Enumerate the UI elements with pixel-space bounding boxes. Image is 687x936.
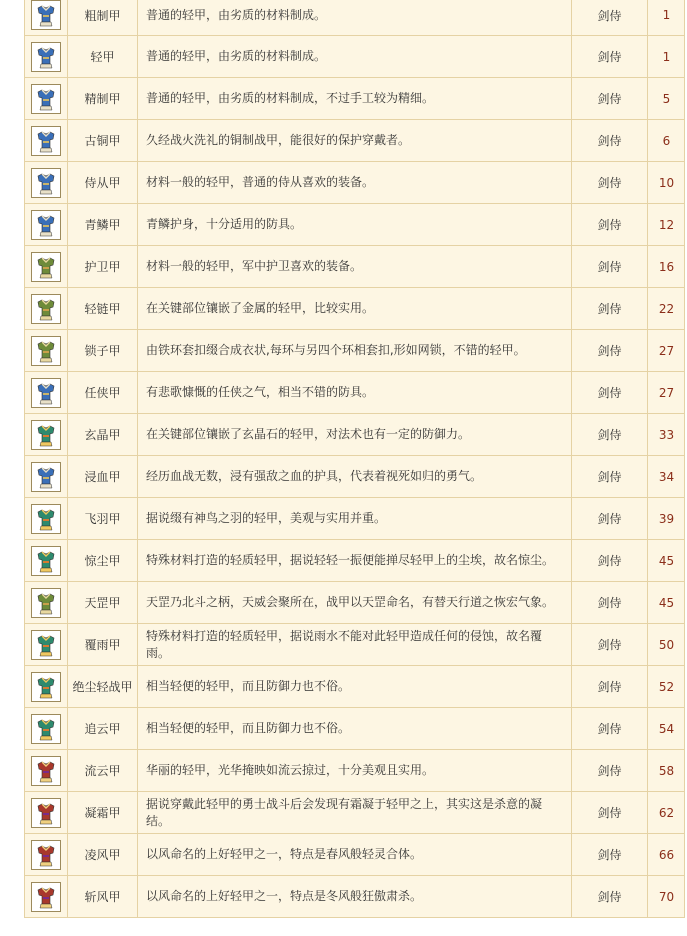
item-name: 侍从甲 xyxy=(67,162,137,203)
item-description: 在关键部位镶嵌了玄晶石的轻甲，对法术也有一定的防御力。 xyxy=(137,414,571,455)
item-level: 66 xyxy=(647,834,685,875)
armor-teal-icon[interactable] xyxy=(31,630,61,660)
item-class: 剑侍 xyxy=(571,204,647,245)
item-icon-cell xyxy=(25,876,67,917)
item-icon-cell xyxy=(25,330,67,371)
item-class: 剑侍 xyxy=(571,120,647,161)
item-level: 22 xyxy=(647,288,685,329)
item-name: 精制甲 xyxy=(67,78,137,119)
table-row xyxy=(24,582,685,624)
item-description: 有悲歌慷慨的任侠之气，相当不错的防具。 xyxy=(137,372,571,413)
item-icon-cell xyxy=(25,78,67,119)
armor-teal-icon[interactable] xyxy=(31,672,61,702)
item-description: 特殊材料打造的轻质轻甲，据说轻轻一振便能掸尽轻甲上的尘埃，故名惊尘。 xyxy=(137,540,571,581)
item-class: 剑侍 xyxy=(571,36,647,77)
item-name: 凝霜甲 xyxy=(67,792,137,833)
item-name: 浸血甲 xyxy=(67,456,137,497)
table-row xyxy=(24,876,685,918)
item-level: 39 xyxy=(647,498,685,539)
item-name: 任侠甲 xyxy=(67,372,137,413)
item-class: 剑侍 xyxy=(571,498,647,539)
item-name: 覆雨甲 xyxy=(67,624,137,665)
armor-blue-icon[interactable] xyxy=(31,126,61,156)
item-level: 16 xyxy=(647,246,685,287)
item-description: 由铁环套扣缀合成衣状,每环与另四个环相套扣,形如网锁，不错的轻甲。 xyxy=(137,330,571,371)
item-description: 材料一般的轻甲，普通的侍从喜欢的装备。 xyxy=(137,162,571,203)
item-description: 以风命名的上好轻甲之一，特点是春风般轻灵合体。 xyxy=(137,834,571,875)
item-class: 剑侍 xyxy=(571,414,647,455)
armor-red-icon[interactable] xyxy=(31,798,61,828)
item-class: 剑侍 xyxy=(571,792,647,833)
item-class: 剑侍 xyxy=(571,624,647,665)
armor-blue-icon[interactable] xyxy=(31,168,61,198)
item-class: 剑侍 xyxy=(571,288,647,329)
item-class: 剑侍 xyxy=(571,330,647,371)
item-level: 50 xyxy=(647,624,685,665)
item-icon-cell xyxy=(25,750,67,791)
item-icon-cell xyxy=(25,498,67,539)
armor-teal-icon[interactable] xyxy=(31,420,61,450)
item-icon-cell xyxy=(25,162,67,203)
item-level: 1 xyxy=(647,36,685,77)
item-icon-cell xyxy=(25,666,67,707)
item-name: 青鳞甲 xyxy=(67,204,137,245)
item-level: 58 xyxy=(647,750,685,791)
table-row xyxy=(24,708,685,750)
armor-teal-icon[interactable] xyxy=(31,546,61,576)
table-row xyxy=(24,456,685,498)
item-icon-cell xyxy=(25,540,67,581)
table-row xyxy=(24,414,685,456)
item-level: 34 xyxy=(647,456,685,497)
armor-red-icon[interactable] xyxy=(31,882,61,912)
armor-blue-icon[interactable] xyxy=(31,462,61,492)
table-row xyxy=(24,0,685,36)
item-description: 普通的轻甲，由劣质的材料制成，不过手工较为精细。 xyxy=(137,78,571,119)
armor-teal-icon[interactable] xyxy=(31,504,61,534)
item-level: 52 xyxy=(647,666,685,707)
table-row xyxy=(24,162,685,204)
item-description: 相当轻便的轻甲，而且防御力也不俗。 xyxy=(137,708,571,749)
item-description: 在关键部位镶嵌了金属的轻甲，比较实用。 xyxy=(137,288,571,329)
item-name: 凌风甲 xyxy=(67,834,137,875)
item-level: 5 xyxy=(647,78,685,119)
table-row xyxy=(24,372,685,414)
table-row xyxy=(24,246,685,288)
item-name: 锁子甲 xyxy=(67,330,137,371)
table-row xyxy=(24,78,685,120)
item-class: 剑侍 xyxy=(571,372,647,413)
item-level: 1 xyxy=(647,0,685,35)
item-class: 剑侍 xyxy=(571,834,647,875)
item-description: 普通的轻甲，由劣质的材料制成。 xyxy=(137,36,571,77)
item-level: 62 xyxy=(647,792,685,833)
item-class: 剑侍 xyxy=(571,666,647,707)
item-name: 飞羽甲 xyxy=(67,498,137,539)
item-description: 普通的轻甲，由劣质的材料制成。 xyxy=(137,0,571,35)
armor-blue-icon[interactable] xyxy=(31,42,61,72)
item-level: 12 xyxy=(647,204,685,245)
item-name: 流云甲 xyxy=(67,750,137,791)
item-class: 剑侍 xyxy=(571,540,647,581)
item-name: 轻链甲 xyxy=(67,288,137,329)
item-icon-cell xyxy=(25,708,67,749)
armor-blue-icon[interactable] xyxy=(31,210,61,240)
item-description: 以风命名的上好轻甲之一，特点是冬风般狂傲肃杀。 xyxy=(137,876,571,917)
item-icon-cell xyxy=(25,36,67,77)
item-icon-cell xyxy=(25,372,67,413)
table-row xyxy=(24,288,685,330)
item-icon-cell xyxy=(25,0,67,35)
armor-blue-icon[interactable] xyxy=(31,84,61,114)
item-class: 剑侍 xyxy=(571,0,647,35)
item-class: 剑侍 xyxy=(571,246,647,287)
item-name: 天罡甲 xyxy=(67,582,137,623)
item-class: 剑侍 xyxy=(571,708,647,749)
item-description: 天罡乃北斗之柄，天威会聚所在，战甲以天罡命名，有替天行道之恢宏气象。 xyxy=(137,582,571,623)
item-description: 经历血战无数，浸有强敌之血的护具，代表着视死如归的勇气。 xyxy=(137,456,571,497)
item-icon-cell xyxy=(25,582,67,623)
armor-teal-icon[interactable] xyxy=(31,714,61,744)
item-icon-cell xyxy=(25,246,67,287)
item-name: 惊尘甲 xyxy=(67,540,137,581)
table-row xyxy=(24,36,685,78)
item-name: 追云甲 xyxy=(67,708,137,749)
table-row xyxy=(24,750,685,792)
item-name: 斩风甲 xyxy=(67,876,137,917)
item-level: 70 xyxy=(647,876,685,917)
item-level: 10 xyxy=(647,162,685,203)
table-row xyxy=(24,120,685,162)
item-description: 青鳞护身，十分适用的防具。 xyxy=(137,204,571,245)
item-name: 绝尘轻战甲 xyxy=(67,666,137,707)
item-name: 粗制甲 xyxy=(67,0,137,35)
armor-blue-icon[interactable] xyxy=(31,0,61,30)
item-description: 华丽的轻甲，光华掩映如流云掠过，十分美观且实用。 xyxy=(137,750,571,791)
item-name: 轻甲 xyxy=(67,36,137,77)
item-level: 54 xyxy=(647,708,685,749)
item-name: 古铜甲 xyxy=(67,120,137,161)
table-row xyxy=(24,666,685,708)
item-level: 45 xyxy=(647,582,685,623)
item-icon-cell xyxy=(25,204,67,245)
armor-green-icon[interactable] xyxy=(31,252,61,282)
item-description: 据说穿戴此轻甲的勇士战斗后会发现有霜凝于轻甲之上，其实这是杀意的凝结。 xyxy=(137,792,571,833)
item-description: 特殊材料打造的轻质轻甲，据说雨水不能对此轻甲造成任何的侵蚀，故名覆雨。 xyxy=(137,624,571,665)
item-icon-cell xyxy=(25,120,67,161)
table-row xyxy=(24,204,685,246)
armor-green-icon[interactable] xyxy=(31,336,61,366)
item-level: 27 xyxy=(647,330,685,371)
item-name: 护卫甲 xyxy=(67,246,137,287)
armor-blue-icon[interactable] xyxy=(31,378,61,408)
item-class: 剑侍 xyxy=(571,78,647,119)
item-level: 45 xyxy=(647,540,685,581)
item-class: 剑侍 xyxy=(571,750,647,791)
table-row xyxy=(24,792,685,834)
table-row xyxy=(24,498,685,540)
item-class: 剑侍 xyxy=(571,162,647,203)
item-level: 27 xyxy=(647,372,685,413)
table-row xyxy=(24,624,685,666)
table-row xyxy=(24,330,685,372)
item-class: 剑侍 xyxy=(571,876,647,917)
item-icon-cell xyxy=(25,834,67,875)
item-level: 33 xyxy=(647,414,685,455)
item-icon-cell xyxy=(25,624,67,665)
item-icon-cell xyxy=(25,414,67,455)
item-description: 据说缀有神鸟之羽的轻甲，美观与实用并重。 xyxy=(137,498,571,539)
item-icon-cell xyxy=(25,288,67,329)
item-class: 剑侍 xyxy=(571,582,647,623)
item-description: 久经战火洗礼的铜制战甲，能很好的保护穿戴者。 xyxy=(137,120,571,161)
item-description: 相当轻便的轻甲，而且防御力也不俗。 xyxy=(137,666,571,707)
item-icon-cell xyxy=(25,792,67,833)
table-row xyxy=(24,540,685,582)
item-class: 剑侍 xyxy=(571,456,647,497)
item-description: 材料一般的轻甲，军中护卫喜欢的装备。 xyxy=(137,246,571,287)
armor-red-icon[interactable] xyxy=(31,840,61,870)
armor-red-icon[interactable] xyxy=(31,756,61,786)
table-row xyxy=(24,834,685,876)
armor-green-icon[interactable] xyxy=(31,294,61,324)
item-icon-cell xyxy=(25,456,67,497)
item-level: 6 xyxy=(647,120,685,161)
armor-green-icon[interactable] xyxy=(31,588,61,618)
item-name: 玄晶甲 xyxy=(67,414,137,455)
